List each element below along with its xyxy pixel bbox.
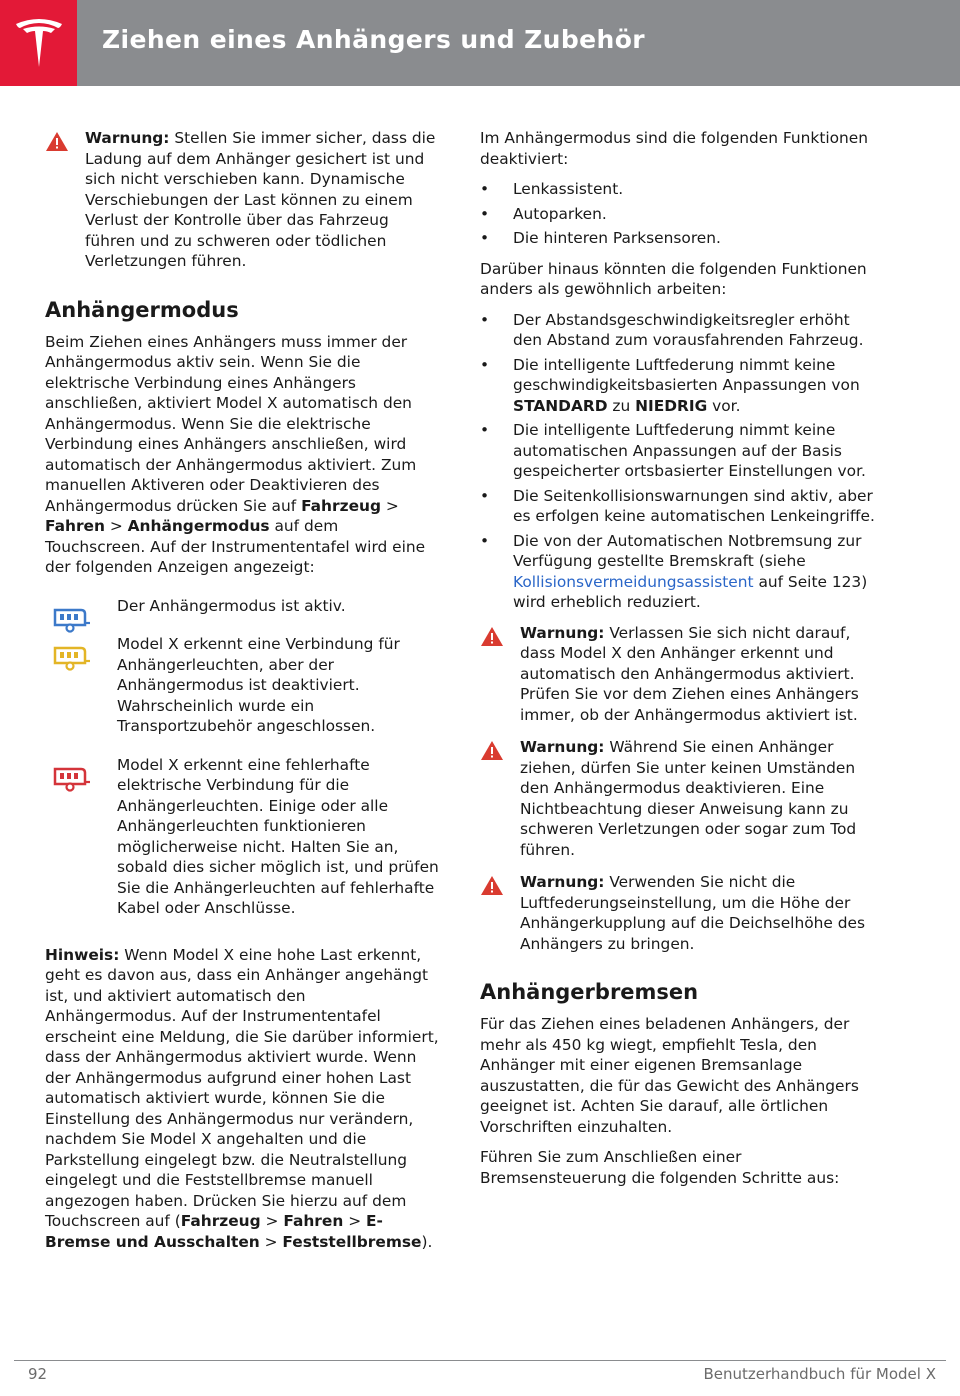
changed-functions-intro: Darüber hinaus könnten die folgenden Funktionen anders als gewöhnlich arbeiten: bbox=[480, 259, 867, 298]
tesla-logo-icon bbox=[14, 15, 64, 70]
right-column bbox=[480, 128, 880, 1198]
brakes-paragraph: Für das Ziehen eines beladenen Anhängers, der mehr als 450 kg wiegt, empfiehlt Tesla, den Anhänger mit einer eigenen Bremsanlage auszustatten, die für das Gewicht des Anhängers geeignet ist. Achten Sie darauf, alle örtlichen Vorschriften einzuhalten. bbox=[480, 1015, 859, 1136]
disabled-functions-intro: Im Anhängermodus sind die folgenden Funktionen deaktiviert: bbox=[480, 129, 869, 168]
list-item: • Die intelligente Luftfederung nimmt keine geschwindigkeitsbasierten Anpassungen von STANDARD zu NIEDRIG vor. bbox=[480, 355, 860, 415]
indicator-fault bbox=[45, 755, 440, 919]
warning-icon bbox=[480, 740, 504, 761]
warning-text: Verwenden Sie nicht die Luftfederungseinstellung, um die Höhe der Anhängerkupplung auf die Deichselhöhe des Anhängers zu bringen. bbox=[520, 873, 865, 953]
manual-title: Benutzerhandbuch für Model X bbox=[703, 1365, 936, 1383]
warning-air-suspension bbox=[480, 872, 880, 954]
indicator-connected-disabled bbox=[45, 634, 440, 737]
indicator-text: Model X erkennt eine Verbindung für Anhängerleuchten, aber der Anhängermodus ist deaktiviert. Wahrscheinlich wurde ein Transportzubehör angeschlossen. bbox=[117, 635, 400, 735]
indicator-active bbox=[45, 596, 440, 617]
note-paragraph: Hinweis: Wenn Model X eine hohe Last erkennt, geht es davon aus, dass ein Anhänger angehängt ist, und aktiviert automatisch den Anhängermodus. Auf der Instrumententafel erscheint eine Meldung, die Sie darüber informiert, dass der Anhängermodus aktiviert wurde. Wenn der Anhängermodus aufgrund einer hohen Last automatisch aktiviert wurde, können Sie die Einstellung des Anhängermodus nur verändern, nachdem Sie Model X angehalten und die Parkstellung eingelegt bzw. die Neutralstellung eingelegt und die Feststellbremse manuell angezogen haben. Drücken Sie hierzu auf dem Touchscreen auf (Fahrzeug > Fahren > E-Bremse und Ausschalten > Feststellbremse). bbox=[45, 945, 439, 1251]
list-item: • Die hinteren Parksensoren. bbox=[480, 229, 721, 247]
list-item: • Die intelligente Luftfederung nimmt keine automatischen Anpassungen auf der Basis gespeicherter ortsbasierter Einstellungen vor. bbox=[480, 421, 866, 480]
section-heading-anhaengermodus: Anhängermodus bbox=[45, 297, 239, 322]
warning-icon bbox=[45, 131, 69, 152]
disabled-functions-list bbox=[480, 179, 880, 249]
list-item: • Autoparken. bbox=[480, 204, 607, 223]
header-bar bbox=[0, 0, 960, 86]
warning-label: Warnung: bbox=[85, 129, 170, 147]
list-item: • Der Abstandsgeschwindigkeitsregler erhöht den Abstand zum vorausfahrenden Fahrzeug. bbox=[480, 310, 864, 349]
warning-text: Während Sie einen Anhänger ziehen, dürfen Sie unter keinen Umständen den Anhängermodus deaktivieren. Eine Nichtbeachtung dieser Anweisung kann zu schweren Verletzungen oder sogar zum Tod führen. bbox=[520, 738, 857, 859]
warning-load bbox=[45, 128, 440, 272]
warning-icon bbox=[480, 626, 504, 647]
warning-label: Warnung: bbox=[520, 873, 605, 891]
page-number: 92 bbox=[28, 1365, 48, 1383]
list-item: • Die Seitenkollisionswarnungen sind aktiv, aber es erfolgen keine automatischen Lenkeingriffe. bbox=[480, 486, 875, 525]
brand-logo-box bbox=[0, 0, 77, 86]
warning-label: Warnung: bbox=[520, 623, 605, 642]
list-item: • Die von der Automatischen Notbremsung zur Verfügung gestellte Bremskraft (siehe Kollisionsvermeidungsassistent auf Seite 123) wird erheblich reduziert. bbox=[480, 531, 868, 611]
trailer-blue-icon bbox=[51, 606, 91, 634]
indicator-text: Der Anhängermodus ist aktiv. bbox=[117, 596, 346, 615]
indicator-text: Model X erkennt eine fehlerhafte elektrische Verbindung für die Anhängerleuchten. Einige oder alle Anhängerleuchten funktionieren möglicherweise nicht. Halten Sie an, sobald dies sicher möglich ist, und prüfen Sie die Anhängerleuchten auf fehlerhafte Kabel oder Anschlüsse. bbox=[117, 755, 439, 917]
brake-controller-intro: Führen Sie zum Anschließen einer Bremsensteuerung die folgenden Schritte aus: bbox=[480, 1148, 840, 1187]
intro-paragraph: Beim Ziehen eines Anhängers muss immer der Anhängermodus aktiv sein. Wenn Sie die elektrische Verbindung eines Anhängers anschließen, aktiviert Model X automatisch den Anhängermodus. Wenn Sie die elektrische Verbindung eines Anhängers anschließen, wird automatisch der Anhängermodus aktiviert. Zum manuellen Aktiveren oder Deaktivieren des Anhängermodus drücken Sie auf Fahrzeug > Fahren > Anhängermodus auf dem Touchscreen. Auf der Instrumententafel wird eine der folgenden Anzeigen angezeigt: bbox=[45, 332, 426, 576]
warning-icon bbox=[480, 875, 504, 896]
section-heading-anhaengerbremsen: Anhängerbremsen bbox=[480, 980, 699, 1004]
warning-text: Stellen Sie immer sicher, dass die Ladung auf dem Anhänger gesichert ist und sich nicht verschieben kann. Dynamische Verschiebungen der Last können zu einem Verlust der Kontrolle über das Fahrzeug führen und zu schweren oder tödlichen Verletzungen führen. bbox=[85, 129, 436, 270]
warning-label: Warnung: bbox=[520, 738, 605, 756]
collision-avoidance-link[interactable]: Kollisionsvermeidungsassistent bbox=[513, 572, 754, 591]
warning-text: Verlassen Sie sich nicht darauf, dass Model X den Anhänger erkennt und automatisch den Anhängermodus aktiviert. Prüfen Sie vor dem Ziehen eines Anhängers immer, ob der Anhängermodus aktiviert ist. bbox=[520, 623, 859, 724]
warning-do-not-disable bbox=[480, 737, 880, 860]
warning-detection bbox=[480, 623, 880, 726]
left-column bbox=[45, 128, 440, 1262]
changed-functions-list bbox=[480, 310, 880, 613]
trailer-red-icon bbox=[51, 765, 91, 793]
footer-divider bbox=[14, 1360, 946, 1361]
list-item: • Lenkassistent. bbox=[480, 180, 624, 198]
page-title: Ziehen eines Anhängers und Zubehör bbox=[102, 25, 646, 54]
trailer-yellow-icon bbox=[51, 644, 91, 672]
